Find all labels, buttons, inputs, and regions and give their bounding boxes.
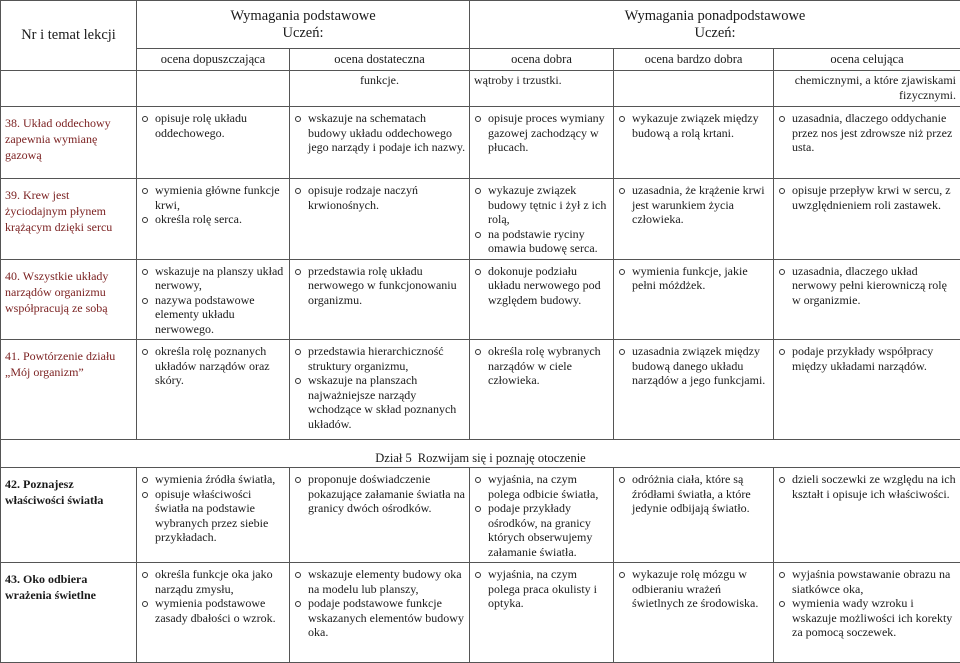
continuation-row: [1, 71, 960, 107]
continuation-cell: [614, 71, 774, 107]
requirement-cell: [774, 179, 960, 260]
requirement-item: opisuje rolę układu oddechowego.: [140, 111, 286, 140]
requirement-list: [774, 468, 960, 504]
requirement-list: [470, 260, 613, 311]
header-basic-title: Wymagania podstawowe: [137, 8, 469, 25]
requirement-item: proponuje doświadczenie pokazujące załamanie światła na granicy dwóch ośrodków.: [293, 472, 466, 516]
requirement-item: wskazuje na planszy układ nerwowy,: [140, 264, 286, 293]
lesson-title: 43. Oko odbiera wrażenia świetlne: [1, 563, 137, 663]
requirement-item: opisuje przepływ krwi w sercu, z uwzględnieniem roli zastawek.: [777, 183, 957, 212]
requirement-item: określa rolę poznanych układów narządów oraz skóry.: [140, 344, 286, 388]
requirement-cell: [290, 259, 470, 340]
requirement-list: [470, 179, 613, 259]
requirement-cell: [774, 107, 960, 179]
requirement-list: [137, 563, 289, 628]
requirement-item: określa rolę serca.: [140, 212, 286, 227]
requirement-list: [774, 563, 960, 643]
requirement-item: określa rolę wybranych narządów w ciele człowieka.: [473, 344, 610, 388]
requirement-cell: [470, 107, 614, 179]
lesson-title: 42. Poznajesz właściwości światła: [1, 468, 137, 563]
requirement-item: opisuje proces wymiany gazowej zachodzący w płucach.: [473, 111, 610, 155]
requirement-item: wymienia główne funkcje krwi,: [140, 183, 286, 212]
requirement-item: uzasadnia związek między budową danego układu narządów a jego funkcjami.: [617, 344, 770, 388]
requirement-list: [290, 260, 469, 311]
table-row: [1, 340, 960, 440]
requirement-list: [470, 340, 613, 391]
requirement-list: [137, 179, 289, 230]
lesson-title: 39. Krew jest życiodajnym płynem krążącym dzięki sercu: [1, 179, 137, 260]
requirement-item: podaje przykłady współpracy między układami narządów.: [777, 344, 957, 373]
requirement-item: uzasadnia, że krążenie krwi jest warunkiem życia człowieka.: [617, 183, 770, 227]
requirement-cell: [137, 468, 290, 563]
requirement-cell: [137, 340, 290, 440]
requirement-cell: [137, 107, 290, 179]
requirement-item: wyjaśnia powstawanie obrazu na siatkówce oka,: [777, 567, 957, 596]
requirement-list: [290, 340, 469, 434]
requirement-cell: [290, 563, 470, 663]
requirement-item: wykazuje związek budowy tętnic i żył z ich rolą,: [473, 183, 610, 227]
header-lesson: Nr i temat lekcji: [1, 1, 137, 71]
requirement-list: [614, 179, 773, 230]
requirement-item: określa funkcje oka jako narządu zmysłu,: [140, 567, 286, 596]
lesson-title: 40. Wszystkie układy narządów organizmu współpracują ze sobą: [1, 259, 137, 340]
requirement-item: wskazuje na schematach budowy układu oddechowego jego narządy i podaje ich nazwy.: [293, 111, 466, 155]
requirement-list: [290, 563, 469, 643]
requirement-cell: [774, 340, 960, 440]
grade-header: ocena bardzo dobra: [614, 49, 774, 71]
requirement-cell: [614, 563, 774, 663]
requirement-cell: [774, 563, 960, 663]
continuation-cell: funkcje.: [290, 71, 470, 107]
requirement-item: opisuje rodzaje naczyń krwionośnych.: [293, 183, 466, 212]
requirement-cell: [290, 468, 470, 563]
grade-header: ocena dostateczna: [290, 49, 470, 71]
requirement-item: na podstawie ryciny omawia budowę serca.: [473, 227, 610, 256]
requirement-list: [614, 260, 773, 296]
header-advanced: [470, 1, 960, 49]
requirement-item: podaje podstawowe funkcje wskazanych elementów budowy oka.: [293, 596, 466, 640]
requirement-item: uzasadnia, dlaczego układ nerwowy pełni kierowniczą rolę w organizmie.: [777, 264, 957, 308]
requirement-cell: [137, 259, 290, 340]
requirement-cell: [470, 259, 614, 340]
requirement-list: [614, 563, 773, 614]
header-advanced-sub: Uczeń:: [470, 25, 960, 42]
continuation-cell: chemicznymi, a które zjawiskami fizycznymi.: [774, 71, 960, 107]
requirement-item: wymienia źródła światła,: [140, 472, 286, 487]
requirement-list: [774, 179, 960, 215]
requirement-cell: [470, 340, 614, 440]
grade-header: ocena dobra: [470, 49, 614, 71]
requirement-cell: [137, 179, 290, 260]
requirement-list: [470, 563, 613, 614]
requirement-cell: [290, 179, 470, 260]
continuation-cell: wątroby i trzustki.: [470, 71, 614, 107]
requirement-cell: [137, 563, 290, 663]
table-row: [1, 563, 960, 663]
requirement-list: [774, 260, 960, 311]
requirement-item: wymienia podstawowe zasady dbałości o wzrok.: [140, 596, 286, 625]
table-row: [1, 107, 960, 179]
header-advanced-title: Wymagania ponadpodstawowe: [470, 8, 960, 25]
requirement-list: [137, 468, 289, 548]
requirement-list: [470, 107, 613, 158]
requirement-item: nazywa podstawowe elementy układu nerwowego.: [140, 293, 286, 337]
grade-header: ocena celująca: [774, 49, 960, 71]
requirement-item: wskazuje na planszach najważniejsze narządy wchodzące w skład poznanych układów.: [293, 373, 466, 431]
requirement-cell: [774, 259, 960, 340]
table-row: [1, 179, 960, 260]
requirement-item: dzieli soczewki ze względu na ich kształt i opisuje ich właściwości.: [777, 472, 957, 501]
requirement-item: wymienia wady wzroku i wskazuje możliwości ich korekty za pomocą soczewek.: [777, 596, 957, 640]
requirement-list: [614, 468, 773, 519]
requirement-item: przedstawia hierarchiczność struktury organizmu,: [293, 344, 466, 373]
requirement-cell: [614, 259, 774, 340]
grade-header: ocena dopuszczająca: [137, 49, 290, 71]
requirement-cell: [290, 340, 470, 440]
requirement-list: [137, 340, 289, 391]
header-basic: [137, 1, 470, 49]
table-row: [1, 259, 960, 340]
requirement-list: [290, 179, 469, 215]
requirement-list: [290, 107, 469, 158]
lesson-title: 41. Powtórzenie działu „Mój organizm”: [1, 340, 137, 440]
header-basic-sub: Uczeń:: [137, 25, 469, 42]
table-row: [1, 468, 960, 563]
continuation-cell: [1, 71, 137, 107]
requirement-list: [137, 107, 289, 143]
requirement-cell: [774, 468, 960, 563]
requirement-cell: [470, 563, 614, 663]
requirement-item: podaje przykłady ośrodków, na granicy których obserwujemy załamanie światła.: [473, 501, 610, 559]
lesson-title: 38. Układ oddechowy zapewnia wymianę gazową: [1, 107, 137, 179]
requirement-item: wyjaśnia, na czym polega odbicie światła,: [473, 472, 610, 501]
requirement-cell: [470, 179, 614, 260]
requirement-list: [774, 340, 960, 376]
requirement-cell: [614, 107, 774, 179]
requirement-cell: [470, 468, 614, 563]
requirement-list: [137, 260, 289, 340]
requirement-item: wymienia funkcje, jakie pełni móżdżek.: [617, 264, 770, 293]
requirement-cell: [614, 468, 774, 563]
requirement-item: opisuje właściwości światła na podstawie wybranych przez siebie przykładach.: [140, 487, 286, 545]
section-name: Rozwijam się i poznaję otoczenie: [418, 451, 586, 465]
requirement-cell: [614, 340, 774, 440]
section-title: [1, 440, 960, 468]
requirement-item: uzasadnia, dlaczego oddychanie przez nos jest zdrowsze niż przez usta.: [777, 111, 957, 155]
continuation-cell: [137, 71, 290, 107]
requirement-cell: [614, 179, 774, 260]
section-row: [1, 440, 960, 468]
requirement-list: [614, 107, 773, 143]
requirement-list: [470, 468, 613, 562]
requirement-list: [290, 468, 469, 519]
requirement-item: wyjaśnia, na czym polega praca okulisty i optyka.: [473, 567, 610, 611]
requirement-list: [614, 340, 773, 391]
requirement-list: [774, 107, 960, 158]
requirement-item: wykazuje związek między budową a rolą krtani.: [617, 111, 770, 140]
requirement-item: przedstawia rolę układu nerwowego w funkcjonowaniu organizmu.: [293, 264, 466, 308]
requirement-item: wykazuje rolę mózgu w odbieraniu wrażeń świetlnych ze środowiska.: [617, 567, 770, 611]
requirement-item: wskazuje elementy budowy oka na modelu lub planszy,: [293, 567, 466, 596]
requirement-cell: [290, 107, 470, 179]
requirement-item: dokonuje podziału układu nerwowego pod względem budowy.: [473, 264, 610, 308]
requirement-item: odróżnia ciała, które są źródłami światła, a które jedynie odbijają światło.: [617, 472, 770, 516]
section-label: Dział 5: [375, 451, 411, 465]
